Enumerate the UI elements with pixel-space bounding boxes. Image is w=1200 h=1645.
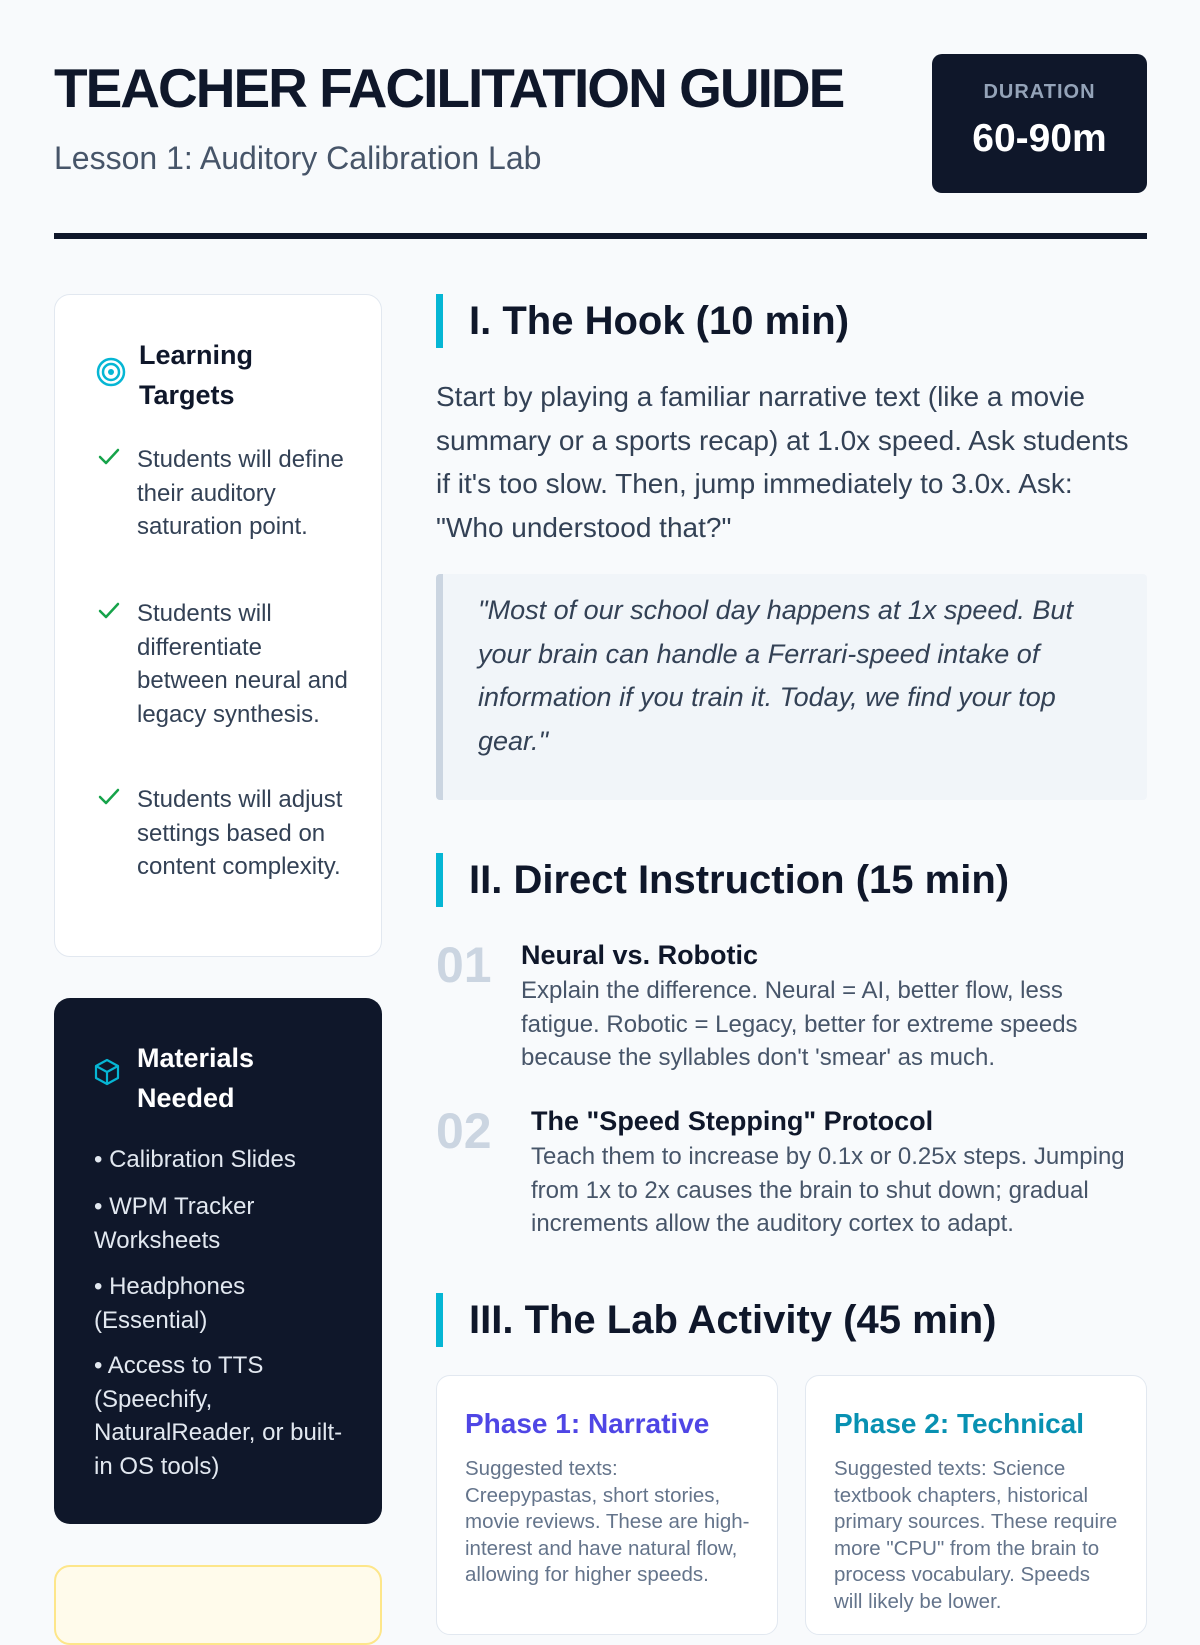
learning-target-text: Students will define their auditory saturation point. <box>137 446 344 540</box>
check-icon <box>97 445 121 469</box>
section-accent-bar <box>436 294 443 348</box>
section-accent-bar <box>436 1293 443 1347</box>
phase-description: Suggested texts: Science textbook chapters, historical primary sources. These require more "CPU" from the brain to process vocabulary. Speeds will likely be lower. <box>834 1457 1118 1613</box>
teacher-note-card <box>54 1565 382 1645</box>
learning-targets-heading: Learning Targets <box>139 340 254 410</box>
section-title: III. The Lab Activity (45 min) <box>469 1298 997 1342</box>
step-description: Explain the difference. Neural = AI, better flow, less fatigue. Robotic = Legacy, better for extreme speeds because the syllables don't 'smear' as much. <box>521 977 1078 1071</box>
duration-badge <box>932 54 1147 193</box>
section-title: I. The Hook (10 min) <box>469 299 850 343</box>
lab-section-heading <box>436 1293 1147 1347</box>
hook-instructions: Start by playing a familiar narrative text (like a movie summary or a sports recap) at 1.0x speed. Ask students if it's too slow. Then, jump immediately to 3.0x. Ask: "Who understood that?" <box>436 381 1129 543</box>
page-header <box>54 54 1147 240</box>
section-title: II. Direct Instruction (15 min) <box>469 858 1010 902</box>
phase-title: Phase 2: Technical <box>834 1408 1085 1439</box>
page-title: TEACHER FACILITATION GUIDE <box>54 57 844 119</box>
check-icon <box>97 599 121 623</box>
instruction-section-heading <box>436 853 1147 907</box>
duration-value: 60-90m <box>972 117 1107 160</box>
material-item: • Calibration Slides <box>94 1146 296 1173</box>
duration-label: DURATION <box>983 81 1096 103</box>
header-divider <box>54 233 1147 239</box>
step-number: 01 <box>436 937 492 993</box>
hook-section-heading <box>436 294 1147 348</box>
step-title: The "Speed Stepping" Protocol <box>531 1106 934 1136</box>
target-icon <box>94 355 128 389</box>
learning-targets-card <box>54 294 382 957</box>
check-icon <box>97 785 121 809</box>
material-item: • WPM Tracker Worksheets <box>94 1193 255 1254</box>
materials-heading: Materials Needed <box>137 1043 255 1113</box>
hook-quote <box>436 574 1147 800</box>
learning-target-text: Students will differentiate between neural and legacy synthesis. <box>137 600 348 728</box>
learning-target-text: Students will adjust settings based on content complexity. <box>137 786 343 880</box>
phase-card <box>805 1375 1147 1635</box>
hook-quote-text: "Most of our school day happens at 1x speed. But your brain can handle a Ferrari-speed intake of information if you train it. Today, we find your top gear." <box>478 595 1073 756</box>
box-icon <box>92 1057 126 1091</box>
step-title: Neural vs. Robotic <box>521 940 759 970</box>
phase-title: Phase 1: Narrative <box>465 1408 710 1439</box>
section-accent-bar <box>436 853 443 907</box>
material-item: • Access to TTS (Speechify, NaturalReader, or built-in OS tools) <box>94 1352 343 1480</box>
step-number: 02 <box>436 1103 492 1159</box>
phase-description: Suggested texts: Creepypastas, short stories, movie reviews. These are high-interest and have natural flow, allowing for higher speeds. <box>465 1457 750 1586</box>
step-description: Teach them to increase by 0.1x or 0.25x steps. Jumping from 1x to 2x causes the brain to shut down; gradual increments allow the auditory cortex to adapt. <box>531 1143 1125 1237</box>
materials-needed-card <box>54 998 382 1524</box>
material-item: • Headphones (Essential) <box>94 1273 246 1334</box>
lesson-subtitle: Lesson 1: Auditory Calibration Lab <box>54 140 542 176</box>
phase-card <box>436 1375 778 1635</box>
